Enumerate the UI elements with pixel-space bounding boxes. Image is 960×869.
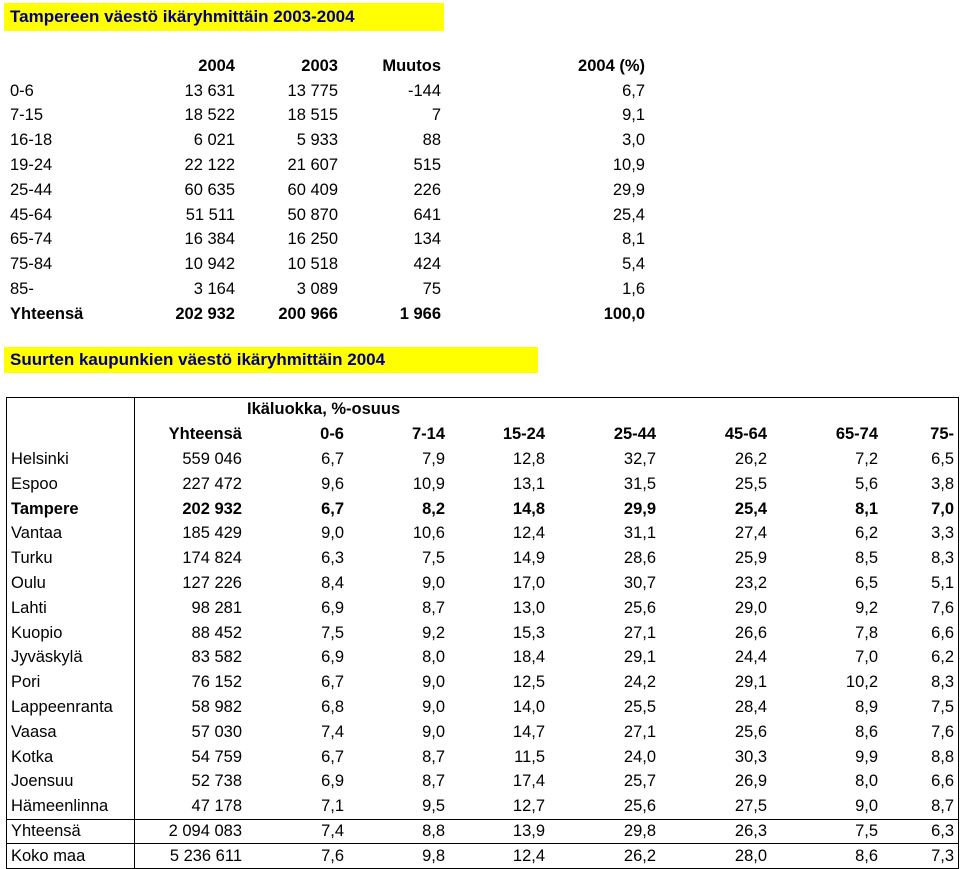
column-header: 2004	[198, 56, 235, 75]
column-header: 75-	[883, 422, 959, 447]
column-header: 65-74	[835, 425, 879, 444]
table-cell: Yhteensä	[10, 304, 84, 323]
table-cell: 10,9	[412, 474, 445, 493]
table-cell: Lahti	[7, 596, 135, 621]
table-cell: 2 094 083	[135, 819, 247, 844]
table-cell: Tampere	[7, 497, 135, 522]
table-cell: 134	[413, 230, 441, 249]
table-cell: 13 631	[184, 81, 235, 100]
table-cell: 559 046	[135, 447, 247, 472]
table-cell: 25,6	[550, 794, 661, 819]
table-cell: 9,0	[422, 697, 445, 716]
table-cell: 1,6	[622, 280, 645, 299]
table-cell: 6,9	[321, 648, 344, 667]
table-cell: 60 409	[287, 180, 338, 199]
table-cell: 76 152	[191, 673, 242, 692]
table-cell: 24,4	[734, 648, 768, 667]
table-cell: Yhteensä	[7, 819, 135, 844]
column-header: 0-6	[320, 425, 344, 444]
table-row	[6, 178, 649, 203]
table-cell: 12,8	[450, 447, 550, 472]
table-cell: 29,0	[734, 598, 768, 617]
column-header: 2004 (%)	[578, 56, 645, 75]
table-cell: 9,5	[349, 794, 450, 819]
table-cell: 6,7	[321, 747, 344, 766]
table-cell: 7,4	[321, 722, 344, 741]
table-row	[7, 670, 959, 695]
table-cell: 7,1	[247, 794, 349, 819]
table-cell: Kuopio	[7, 621, 135, 646]
cities-age-table	[6, 397, 959, 869]
table-cell: 27,5	[661, 794, 772, 819]
table-cell: 6 021	[193, 131, 235, 150]
table-cell: 12,4	[512, 524, 546, 543]
table-cell: 25,4	[612, 205, 645, 224]
table-cell: 52 738	[191, 772, 242, 791]
table-cell: 10,9	[612, 156, 645, 175]
table-cell: 18,4	[512, 648, 546, 667]
table-cell: 16 250	[287, 230, 338, 249]
table-cell: 12,5	[512, 673, 546, 692]
table-cell: 14,8	[512, 499, 546, 518]
table-cell: 7,2	[772, 447, 883, 472]
table-cell: Turku	[7, 546, 135, 571]
table-cell: Lappeenranta	[7, 695, 135, 720]
table-cell: 14,9	[512, 549, 546, 568]
total-row	[7, 819, 959, 844]
table-row	[6, 104, 649, 129]
table-cell: 29,9	[623, 499, 657, 518]
table-cell: 8,7	[422, 747, 445, 766]
header-row	[7, 422, 959, 447]
empty-cell	[135, 398, 247, 423]
table-cell: 88	[422, 131, 441, 150]
table-cell: 7,0	[883, 497, 959, 522]
table-cell: 98 281	[191, 598, 242, 617]
table-cell: Vantaa	[7, 521, 135, 546]
table-cell: 16-18	[10, 131, 53, 150]
table-cell: 5 236 611	[135, 844, 247, 869]
table-cell: 12,4	[450, 844, 550, 869]
table-cell: 65-74	[10, 230, 53, 249]
table-cell: 7,6	[883, 596, 959, 621]
table-cell: 88 452	[191, 623, 242, 642]
empty-cell	[7, 398, 135, 423]
table-cell: 8,7	[883, 794, 959, 819]
table-cell: 29,1	[734, 673, 768, 692]
table-cell: 6,7	[321, 673, 344, 692]
table-cell: 6,7	[247, 447, 349, 472]
table-cell: 641	[413, 205, 441, 224]
column-header: Muutos	[382, 56, 441, 75]
table-cell: 14,7	[512, 722, 546, 741]
table-cell: 200 966	[278, 304, 338, 323]
table-row	[6, 153, 649, 178]
table-cell: 6,9	[321, 772, 344, 791]
table-cell: 227 472	[182, 474, 242, 493]
table-cell: 14,0	[512, 697, 546, 716]
table-cell: 30,3	[734, 747, 768, 766]
table-cell: 5 933	[296, 131, 338, 150]
table-cell: 28,6	[623, 549, 657, 568]
table-row	[6, 252, 649, 277]
table-cell: 57 030	[191, 722, 242, 741]
column-header: 45-64	[724, 425, 768, 444]
table-cell: 6,6	[883, 769, 959, 794]
table-cell: 1 966	[399, 304, 441, 323]
table-cell: 100,0	[603, 304, 645, 323]
header-row	[6, 54, 649, 79]
table-cell: 13,1	[512, 474, 546, 493]
table-cell: 7,6	[883, 720, 959, 745]
table-cell: 9,9	[855, 747, 879, 766]
table-row	[7, 769, 959, 794]
empty-cell	[883, 398, 959, 423]
tampere-age-table	[6, 54, 649, 327]
table-cell: 6,7	[321, 499, 344, 518]
table-cell: 6,2	[883, 645, 959, 670]
table-cell: 7,9	[349, 447, 450, 472]
table-cell: 31,1	[623, 524, 657, 543]
table-cell: 22 122	[184, 156, 235, 175]
table-row	[7, 472, 959, 497]
table-row	[6, 79, 649, 104]
table-cell: 8,0	[422, 648, 445, 667]
table-row	[7, 447, 959, 472]
table-cell: 17,0	[512, 573, 546, 592]
column-header: 25-44	[613, 425, 657, 444]
table-cell: 8,2	[422, 499, 445, 518]
empty-cell	[661, 398, 772, 423]
table-cell: 30,7	[623, 573, 657, 592]
group-header: Ikäluokka, %-osuus	[247, 398, 550, 423]
table-cell: 3,3	[883, 521, 959, 546]
table-cell: 8,7	[422, 598, 445, 617]
table-cell: 83 582	[191, 648, 242, 667]
table-row	[7, 596, 959, 621]
table-cell: 27,1	[623, 722, 657, 741]
table-cell: 26,3	[661, 819, 772, 844]
table-cell: 8,5	[855, 549, 879, 568]
table-cell: Joensuu	[7, 769, 135, 794]
empty-cell	[550, 398, 661, 423]
table-cell: 29,8	[550, 819, 661, 844]
table-cell: 25,7	[623, 772, 657, 791]
table-cell: 185 429	[182, 524, 242, 543]
table-cell: 226	[413, 180, 441, 199]
table-cell: 32,7	[550, 447, 661, 472]
table-cell: 10 942	[184, 255, 235, 274]
table-cell: 28,4	[734, 697, 768, 716]
table-cell: 50 870	[287, 205, 338, 224]
table-cell: 24,2	[623, 673, 657, 692]
table-cell: Vaasa	[7, 720, 135, 745]
table-cell: Hämeenlinna	[7, 794, 135, 819]
table-cell: 9,0	[422, 722, 445, 741]
table-cell: 75-84	[10, 255, 53, 274]
table-cell: 29,9	[612, 180, 645, 199]
table-cell: 15,3	[512, 623, 546, 642]
table-cell: 26,9	[734, 772, 768, 791]
table-cell: 25-44	[10, 180, 53, 199]
section1-title: Tampereen väestö ikäryhmittäin 2003-2004	[4, 3, 444, 31]
table-cell: 29,1	[623, 648, 657, 667]
table-cell: 13 775	[287, 81, 338, 100]
table-cell: 8,9	[855, 697, 879, 716]
table-row	[7, 497, 959, 522]
table-cell: 7	[431, 106, 441, 125]
table-cell: 8,1	[855, 499, 879, 518]
table-cell: 58 982	[191, 697, 242, 716]
table-cell: 17,4	[512, 772, 546, 791]
table-row	[7, 695, 959, 720]
section2-title: Suurten kaupunkien väestö ikäryhmittäin 2004	[4, 347, 538, 373]
table-cell: 9,0	[422, 573, 445, 592]
table-cell: 12,7	[450, 794, 550, 819]
table-cell: 8,3	[883, 546, 959, 571]
table-cell: 8,4	[321, 573, 344, 592]
table-cell: 7-15	[10, 106, 44, 125]
table-cell: 26,6	[734, 623, 768, 642]
table-cell: 8,8	[349, 819, 450, 844]
table-cell: 10,2	[845, 673, 879, 692]
table-cell: 3 089	[296, 280, 338, 299]
table-cell: 25,5	[623, 697, 657, 716]
table-cell: Helsinki	[7, 447, 135, 472]
table-cell: Kotka	[7, 745, 135, 770]
column-header: 7-14	[411, 425, 445, 444]
table-cell: 45-64	[10, 205, 53, 224]
table-cell: 28,0	[661, 844, 772, 869]
table-row	[7, 720, 959, 745]
table-cell: Koko maa	[7, 844, 135, 869]
table-cell: 7,4	[247, 819, 349, 844]
column-header	[7, 422, 135, 447]
table-row	[7, 645, 959, 670]
table-cell: 23,2	[734, 573, 768, 592]
table-cell: 10,6	[412, 524, 445, 543]
table-cell: 7,0	[855, 648, 879, 667]
table-cell: 202 932	[182, 499, 242, 518]
table-cell: 7,5	[772, 819, 883, 844]
table-cell: 9,1	[622, 106, 645, 125]
table-cell: 7,5	[422, 549, 445, 568]
table-cell: 3 164	[193, 280, 235, 299]
table-cell: 24,0	[623, 747, 657, 766]
table-cell: 9,6	[321, 474, 344, 493]
table-cell: 8,6	[772, 844, 883, 869]
table-cell: 6,5	[883, 447, 959, 472]
table-cell: 60 635	[184, 180, 235, 199]
table-cell: 8,1	[622, 230, 645, 249]
table-cell: 26,2	[550, 844, 661, 869]
table-row	[7, 546, 959, 571]
table-cell: 202 932	[175, 304, 235, 323]
table-cell: 515	[413, 156, 441, 175]
table-cell: 18 515	[287, 106, 338, 125]
column-header: 15-24	[502, 425, 546, 444]
table-cell: 11,5	[514, 747, 546, 766]
table-cell: 6,8	[321, 697, 344, 716]
table-cell: 6,7	[622, 81, 645, 100]
table-cell: Oulu	[7, 571, 135, 596]
table-cell: 47 178	[135, 794, 247, 819]
table-cell: 51 511	[185, 205, 235, 224]
table-cell: 7,5	[321, 623, 344, 642]
table-cell: 0-6	[10, 81, 34, 100]
table-cell: 7,5	[883, 695, 959, 720]
table-cell: 6,6	[883, 621, 959, 646]
table-cell: 9,0	[321, 524, 344, 543]
table-cell: 7,8	[855, 623, 879, 642]
table-cell: Espoo	[7, 472, 135, 497]
table-cell: 18 522	[184, 106, 235, 125]
table-cell: 424	[413, 255, 441, 274]
group-header-row	[7, 398, 959, 423]
table-cell: 5,1	[883, 571, 959, 596]
table-cell: -144	[407, 81, 441, 100]
table-cell: 16 384	[184, 230, 235, 249]
table-row	[7, 794, 959, 819]
table-cell: Jyväskylä	[7, 645, 135, 670]
table-cell: 31,5	[623, 474, 657, 493]
table-cell: 3,8	[883, 472, 959, 497]
table-cell: 19-24	[10, 156, 53, 175]
table-row	[6, 128, 649, 153]
column-header	[6, 54, 136, 79]
table-cell: 54 759	[191, 747, 242, 766]
column-header: Yhteensä	[168, 425, 242, 444]
table-cell: 7,3	[883, 844, 959, 869]
table-cell: 7,6	[247, 844, 349, 869]
total-row	[6, 302, 649, 327]
table-row	[6, 277, 649, 302]
table-cell: 6,9	[321, 598, 344, 617]
table-cell: 21 607	[287, 156, 338, 175]
table-cell: 8,3	[883, 670, 959, 695]
table-cell: 26,2	[661, 447, 772, 472]
table-cell: 75	[422, 280, 441, 299]
table-row	[7, 571, 959, 596]
table-cell: 9,0	[772, 794, 883, 819]
table-row	[7, 621, 959, 646]
table-cell: 8,7	[422, 772, 445, 791]
table-cell: 3,0	[622, 131, 645, 150]
table-cell: 9,2	[422, 623, 445, 642]
table-cell: 25,5	[734, 474, 768, 493]
table-cell: 8,6	[855, 722, 879, 741]
table-cell: 85-	[10, 280, 34, 299]
table-cell: 25,9	[734, 549, 768, 568]
table-cell: 13,0	[512, 598, 546, 617]
table-cell: 174 824	[182, 549, 242, 568]
table-cell: 8,8	[883, 745, 959, 770]
table-cell: 27,1	[623, 623, 657, 642]
table-row	[7, 521, 959, 546]
table-cell: 25,6	[734, 722, 768, 741]
table-cell: 127 226	[182, 573, 242, 592]
table-cell: 6,2	[855, 524, 879, 543]
table-cell: 27,4	[734, 524, 768, 543]
table-cell: 10 518	[287, 255, 338, 274]
table-cell: 25,6	[623, 598, 657, 617]
table-cell: 9,8	[349, 844, 450, 869]
table-cell: 5,4	[622, 255, 645, 274]
table-cell: 6,5	[855, 573, 879, 592]
table-cell: Pori	[7, 670, 135, 695]
column-header: 2003	[301, 56, 338, 75]
country-row	[7, 844, 959, 869]
table-cell: 25,4	[734, 499, 768, 518]
table-cell: 9,0	[422, 673, 445, 692]
table-row	[7, 745, 959, 770]
table-cell: 5,6	[855, 474, 879, 493]
empty-cell	[772, 398, 883, 423]
table-row	[6, 203, 649, 228]
table-cell: 8,0	[855, 772, 879, 791]
table-cell: 13,9	[450, 819, 550, 844]
table-row	[6, 228, 649, 253]
table-cell: 9,2	[855, 598, 879, 617]
table-cell: 6,3	[883, 819, 959, 844]
table-cell: 6,3	[321, 549, 344, 568]
